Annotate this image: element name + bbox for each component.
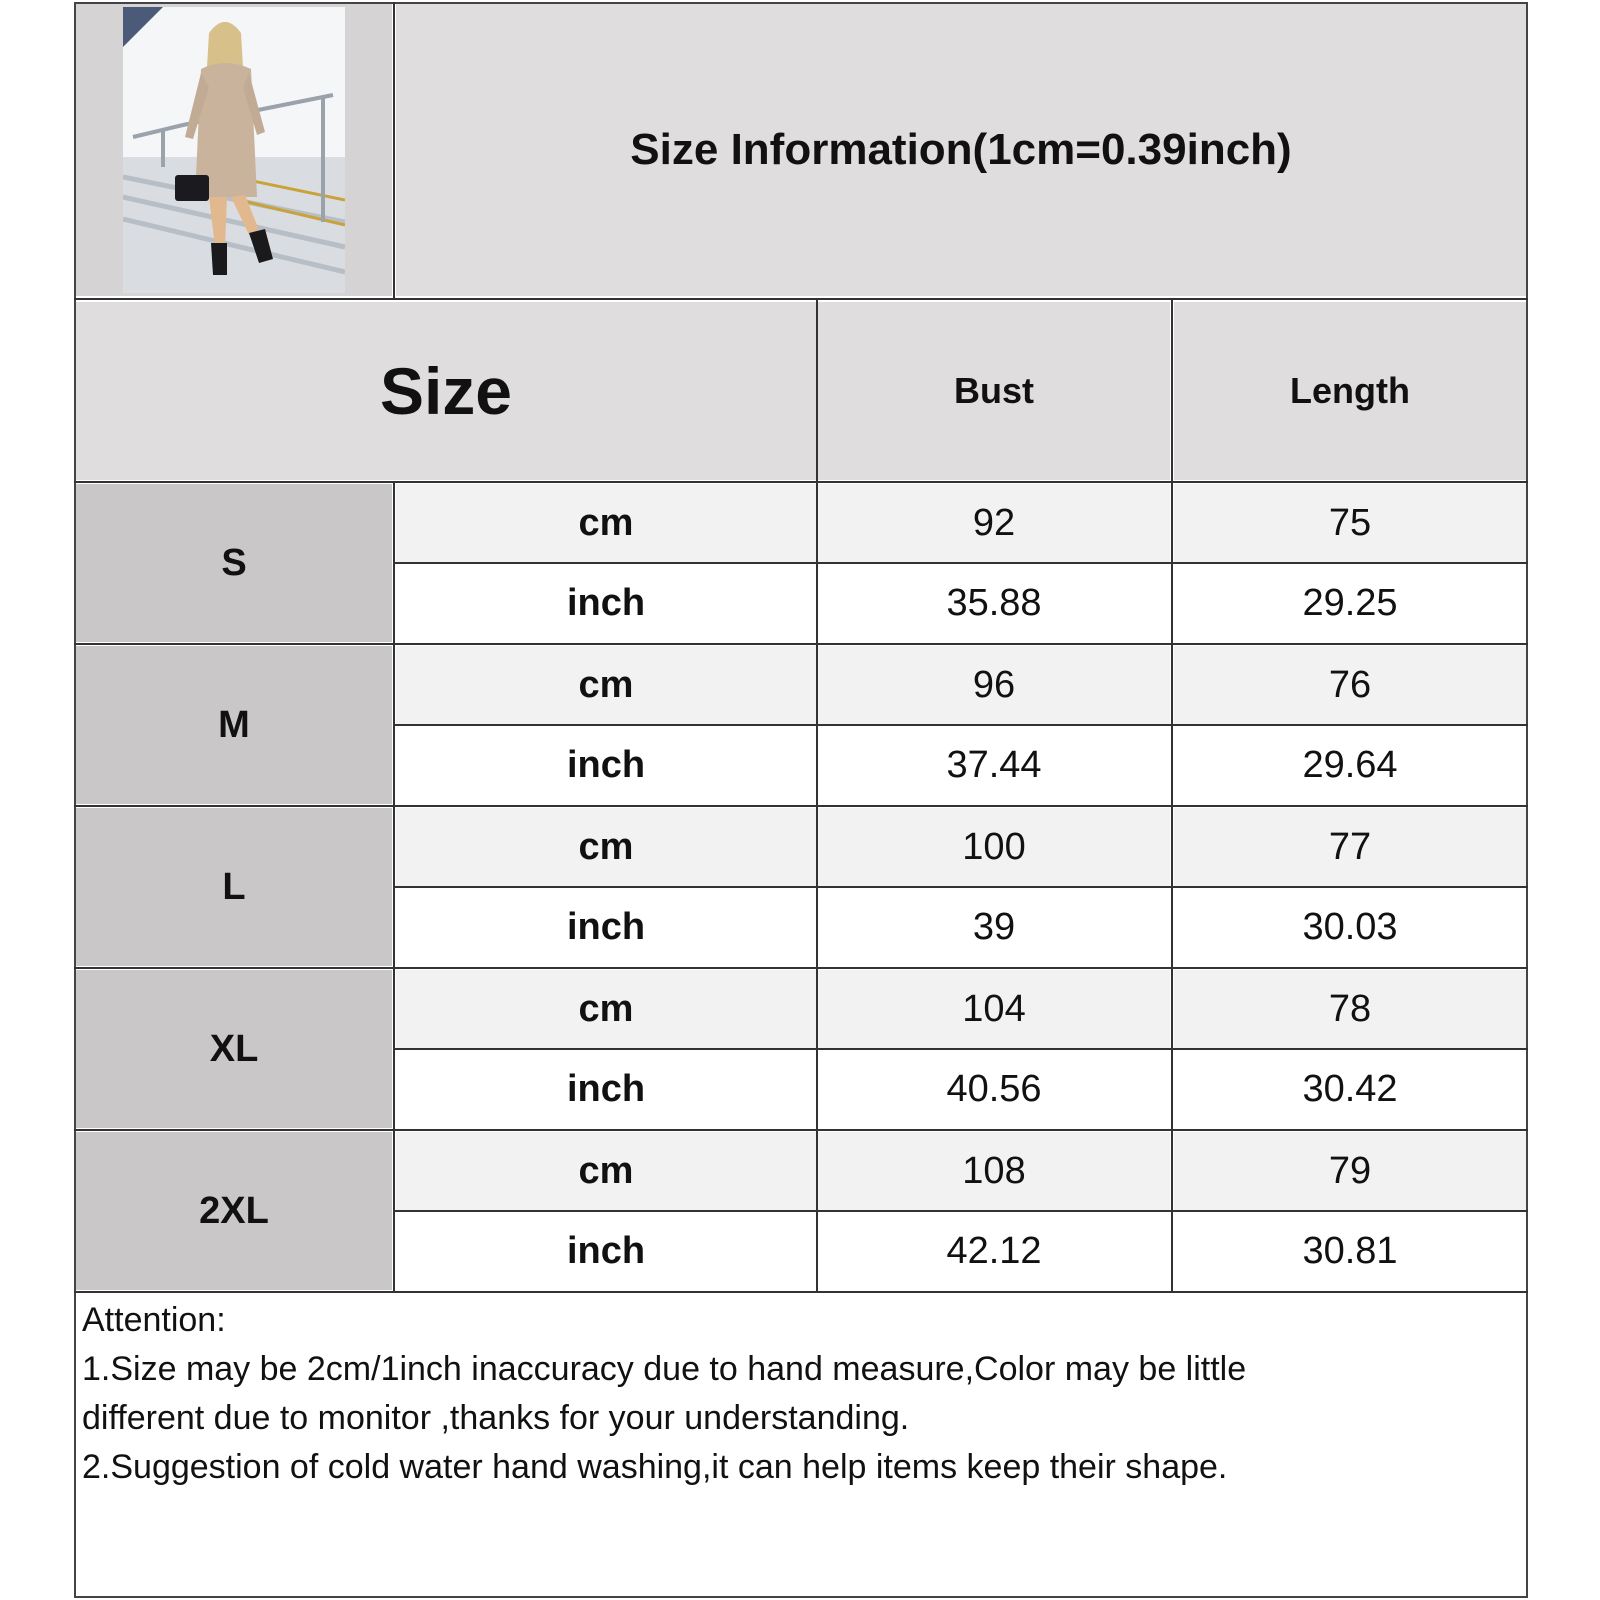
length-value: 30.03 (1174, 888, 1526, 966)
grid-line (394, 1048, 1528, 1050)
bust-value: 40.56 (818, 1050, 1170, 1128)
bust-value: 104 (818, 970, 1170, 1048)
unit-cell: inch (396, 1050, 816, 1128)
size-label: M (76, 646, 392, 804)
unit-cell: inch (396, 888, 816, 966)
bust-value: 37.44 (818, 726, 1170, 804)
length-value: 76 (1174, 646, 1526, 724)
length-value: 75 (1174, 484, 1526, 562)
grid-line (74, 967, 1528, 969)
size-label: L (76, 808, 392, 966)
unit-cell: cm (396, 808, 816, 886)
size-label: S (76, 484, 392, 642)
unit-cell: cm (396, 970, 816, 1048)
length-value: 29.25 (1174, 564, 1526, 642)
grid-line (1171, 298, 1173, 1293)
notes-line: different due to monitor ,thanks for your understanding. (82, 1399, 910, 1437)
length-column-header: Length (1174, 302, 1526, 480)
grid-line (393, 481, 395, 1293)
length-value: 29.64 (1174, 726, 1526, 804)
bust-value: 108 (818, 1132, 1170, 1210)
unit-cell: inch (396, 726, 816, 804)
notes-line: 1.Size may be 2cm/1inch inaccuracy due to hand measure,Color may be little (82, 1350, 1247, 1388)
unit-cell: inch (396, 564, 816, 642)
product-photo (123, 7, 345, 293)
bust-value: 100 (818, 808, 1170, 886)
unit-cell: inch (396, 1212, 816, 1290)
size-information-title: Size Information(1cm=0.39inch) (396, 4, 1526, 296)
grid-line (74, 1129, 1528, 1131)
bust-value: 39 (818, 888, 1170, 966)
attention-notes (82, 1296, 1512, 1492)
grid-line (74, 805, 1528, 807)
length-value: 30.81 (1174, 1212, 1526, 1290)
length-value: 78 (1174, 970, 1526, 1048)
bust-value: 42.12 (818, 1212, 1170, 1290)
unit-cell: cm (396, 646, 816, 724)
grid-line (74, 298, 1528, 300)
length-value: 79 (1174, 1132, 1526, 1210)
grid-line (394, 724, 1528, 726)
notes-heading: Attention: (82, 1301, 226, 1339)
grid-line (74, 1291, 1528, 1293)
unit-cell: cm (396, 1132, 816, 1210)
bust-value: 92 (818, 484, 1170, 562)
bust-column-header: Bust (818, 302, 1170, 480)
grid-line (74, 481, 1528, 483)
grid-line (394, 886, 1528, 888)
grid-line (394, 1210, 1528, 1212)
product-photo-cell (76, 4, 392, 296)
size-column-header: Size (76, 302, 816, 480)
bust-value: 96 (818, 646, 1170, 724)
unit-cell: cm (396, 484, 816, 562)
bust-value: 35.88 (818, 564, 1170, 642)
notes-line: 2.Suggestion of cold water hand washing,it can help items keep their shape. (82, 1448, 1228, 1486)
grid-line (393, 2, 395, 298)
length-value: 77 (1174, 808, 1526, 886)
size-label: 2XL (76, 1132, 392, 1290)
grid-line (394, 562, 1528, 564)
grid-line (74, 643, 1528, 645)
grid-line (816, 298, 818, 1293)
size-label: XL (76, 970, 392, 1128)
length-value: 30.42 (1174, 1050, 1526, 1128)
